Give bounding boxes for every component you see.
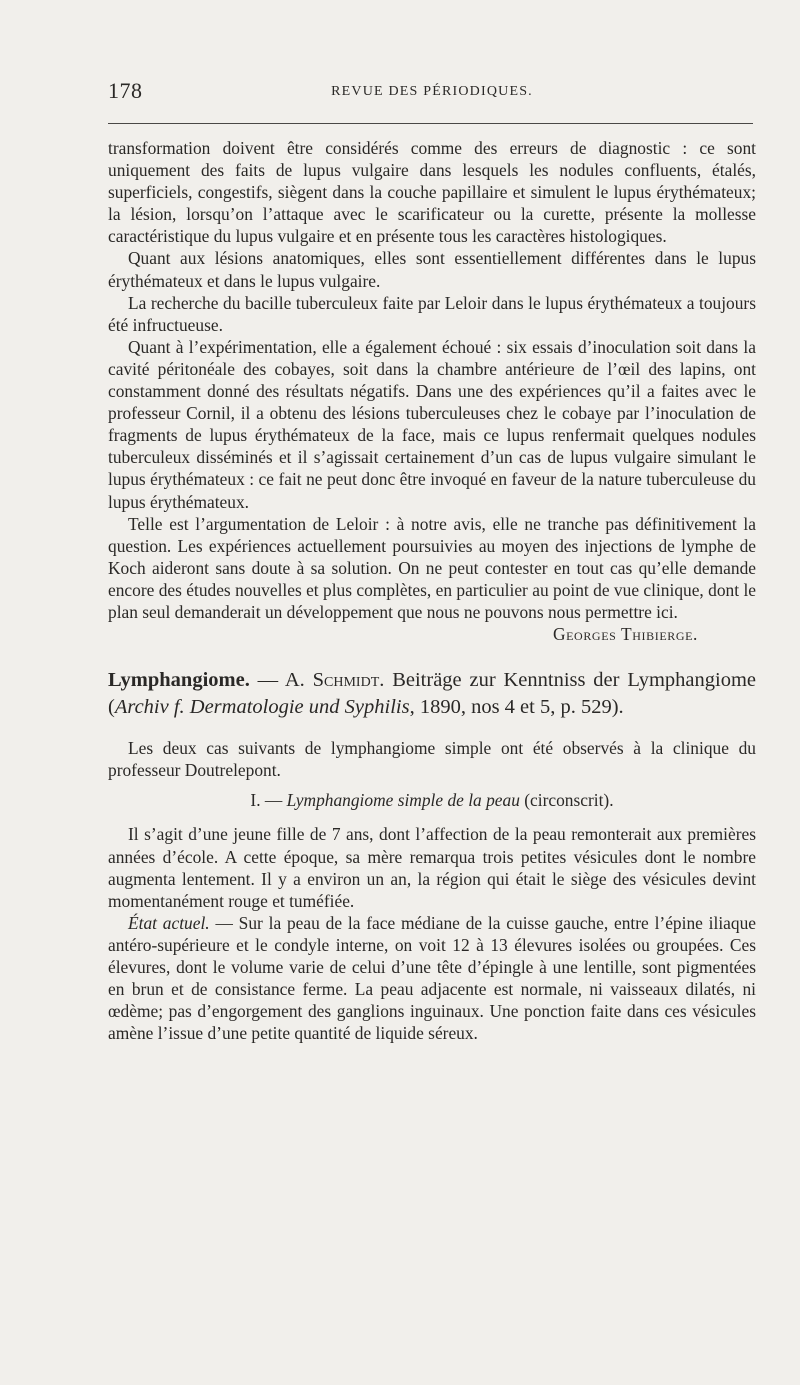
- article-title: . Beiträge zur Kenntniss der Lymphangiome (: [108, 669, 756, 719]
- paragraph: Quant aux lésions anatomiques, elles sont essentiellement différentes dans le lupus érythémateux et dans le lupus vulgaire.: [108, 248, 756, 291]
- paragraph: Telle est l’argumentation de Leloir : à notre avis, elle ne tranche pas définitivement la question. Les expériences actuellement poursuivies au moyen des injections de lymphe de Koch aideront sans doute à sa solution. On ne peut contester en tout cas qu’elle demande encore des études nouvelles et plus complètes, en particulier au point de vue clinique, dont le plan seul demanderait un développement que nous ne pouvons nous permettre ici.: [108, 513, 756, 622]
- running-title: REVUE DES PÉRIODIQUES.: [331, 84, 533, 99]
- case-heading: [108, 789, 756, 811]
- article-body: [108, 137, 756, 1044]
- paragraph-text: — Sur la peau de la face médiane de la cuisse gauche, entre l’épine iliaque antéro-supérieure et le condyle interne, on voit 12 à 13 élevures isolées ou groupées. Ces élevures, dont le volume varie de celui d’une tête d’épingle à une lentille, sont pigmentées en brun et de consistance ferme. La peau adjacente est normale, ni vaisseaux dilatés, ni œdème; pas d’engorgement des ganglions inguinaux. Une ponction faite dans ces vésicules amène l’issue d’une petite quantité de liquide séreux.: [108, 912, 756, 1044]
- paragraph: La recherche du bacille tuberculeux faite par Leloir dans le lupus érythémateux a toujours été infructueuse.: [108, 292, 756, 335]
- page-number: 178: [108, 78, 143, 103]
- paragraph: Il s’agit d’une jeune fille de 7 ans, dont l’affection de la peau remonterait aux premières années d’école. A cette époque, sa mère remarqua trois petites vésicules dont le nombre augmenta lentement. Il y a environ un an, la région qui était le siège des vésicules devint momentanément rouge et tuméfiée.: [108, 824, 756, 911]
- paragraph-continued: transformation doivent être considérés comme des erreurs de diagnostic : ce sont uniquement des faits de lupus vulgaire dans lesquels les nodules confluents, étalés, superficiels, congestifs, siègent dans la couche papillaire et simulent le lupus érythémateux; la lésion, lorsqu’on l’attaque avec le scarificateur ou la curette, présente la mollesse caractéristique du lupus vulgaire et en présente tous les caractères histologiques.: [108, 138, 756, 247]
- signature-line: [108, 623, 756, 645]
- paragraph: Les deux cas suivants de lymphangiome simple ont été observés à la clinique du professeur Doutrelepont.: [108, 738, 756, 781]
- journal-name: Archiv f. Dermatologie und Syphilis: [114, 696, 410, 719]
- page: [108, 74, 756, 1044]
- paragraph: Quant à l’expérimentation, elle a également échoué : six essais d’inoculation soit dans la cavité péritonéale des cobayes, soit dans la chambre antérieure de l’œil des lapins, ont constamment donné des résultats négatifs. Dans une des expériences qu’il a faites avec le professeur Cornil, il a obtenu des lésions tuberculeuses chez le cobaye par l’inoculation de fragments de lupus érythémateux de la face, mais ce lupus renfermait quelques nodules tuberculeux disséminés et il s’agissait certainement d’un cas de lupus vulgaire simulant le lupus érythémateux : ce fait ne peut donc être invoqué en faveur de la nature tuberculeuse du lupus érythémateux.: [108, 336, 756, 512]
- author-initial: A.: [284, 669, 313, 692]
- citation-tail: , 1890, nos 4 et 5, p. 529).: [409, 696, 624, 719]
- paragraph-label: État actuel.: [128, 912, 210, 933]
- case-suffix: (circonscrit).: [519, 790, 614, 811]
- case-title: Lymphangiome simple de la peau: [286, 790, 520, 811]
- paragraph: [108, 912, 756, 1045]
- running-head: [108, 74, 756, 108]
- section-dash: —: [249, 669, 285, 692]
- case-number: I. —: [250, 790, 287, 811]
- header-rule: [108, 123, 753, 124]
- author-signature: Georges Thibierge.: [552, 624, 698, 645]
- author-name: Schmidt: [312, 669, 380, 692]
- section-title: Lymphangiome.: [108, 669, 250, 692]
- section-heading: [108, 667, 756, 721]
